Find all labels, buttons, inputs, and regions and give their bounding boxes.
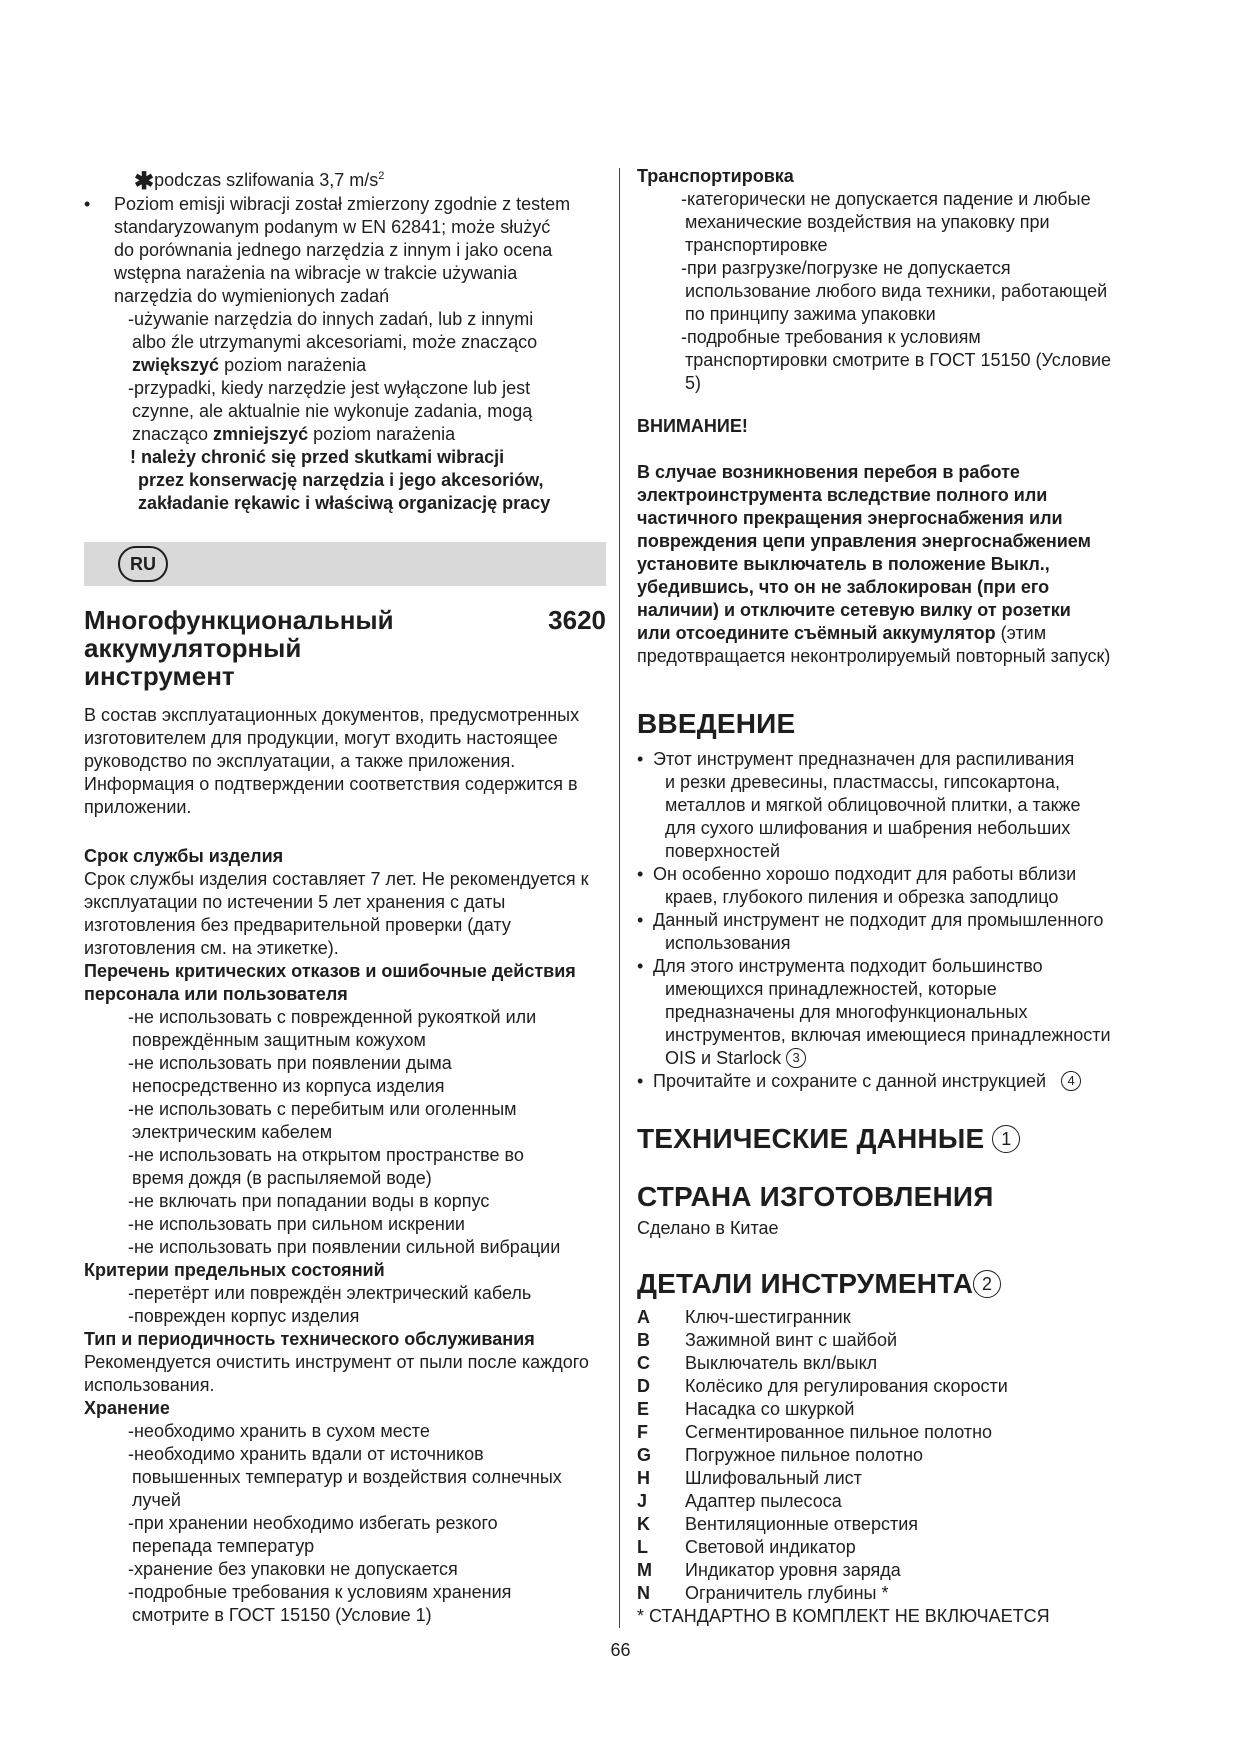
country-text: Сделано в Китае — [637, 1218, 779, 1238]
list-item: • Для этого инструмента подходит большинство имеющихся принадлежностей, которые предназначены для многофункциональных инструментов, включая имеющиеся принадлежности OIS и Starlock 3 — [637, 955, 1167, 1070]
figure-ref-icon: 1 — [992, 1125, 1020, 1153]
attention-heading: ВНИМАНИЕ! — [637, 416, 748, 436]
list-item: F Сегментированное пильное полотно — [637, 1422, 993, 1442]
list-item: K Вентиляционные отверстия — [637, 1514, 918, 1534]
list-item: -подробные требования к условиям транспортировки смотрите в ГОСТ 15150 (Условие 5) — [681, 327, 1112, 393]
figure-ref-icon: 4 — [1061, 1071, 1081, 1091]
technical-data-heading: ТЕХНИЧЕСКИЕ ДАННЫЕ 1 — [637, 1123, 1167, 1155]
page-number: 66 — [610, 1640, 631, 1660]
list-item: -не использовать на открытом пространстве во время дождя (в распыляемой воде) — [128, 1145, 524, 1188]
list-item: J Адаптер пылесоса — [637, 1491, 842, 1511]
introduction-list — [637, 748, 1167, 1093]
list-item: H Шлифовальный лист — [637, 1468, 862, 1488]
list-item: -подробные требования к условиям хранения смотрите в ГОСТ 15150 (Условие 1) — [128, 1582, 512, 1625]
service-life-heading: Срок службы изделия — [84, 846, 284, 866]
figure-ref-icon: 2 — [973, 1270, 1001, 1298]
list-item: -не использовать при появлении дыма непосредственно из корпуса изделия — [128, 1053, 452, 1096]
list-item: A Ключ-шестигранник — [637, 1307, 851, 1327]
list-item: E Насадка со шкуркой — [637, 1399, 855, 1419]
failures-list — [84, 1006, 606, 1259]
transport-heading: Транспортировка — [637, 166, 794, 186]
pl-vibration-warning: ! należy chronić się przed skutkami wibracji przez konserwację narzędzia i jego akcesoriów, zakładanie rękawic i właściwą organizację pracy — [130, 447, 551, 513]
pl-dash-item: -używanie narzędzia do innych zadań, lub z innymi albo źle utrzymanymi akcesoriami, może znacząco zwiększyć poziom narażenia — [128, 309, 538, 375]
product-title-row — [84, 606, 606, 690]
list-item: -не использовать с поврежденной рукояткой или повреждённым защитным кожухом — [128, 1007, 537, 1050]
language-band — [84, 542, 606, 586]
list-item: D Колёсико для регулирования скорости — [637, 1376, 1008, 1396]
figure-ref-icon: 3 — [786, 1048, 806, 1068]
list-item: -перетёрт или повреждён электрический кабель — [128, 1283, 532, 1303]
list-item: -не использовать при сильном искрении — [128, 1214, 465, 1234]
intro-paragraph: В состав эксплуатационных документов, предусмотренных изготовителем для продукции, могут входить настоящее руководство по эксплуатации, а также приложения. — [84, 705, 580, 771]
introduction-heading: ВВЕДЕНИЕ — [637, 708, 796, 739]
list-item: N Ограничитель глубины * — [637, 1583, 889, 1603]
left-column — [84, 165, 606, 1627]
vibration-star-line: ✱podczas szlifowania 3,7 $m/s^2$ — [134, 168, 385, 195]
list-item: -не использовать с перебитым или оголенным электрическим кабелем — [128, 1099, 517, 1142]
maintenance-text: Рекомендуется очистить инструмент от пыли после каждого использования. — [84, 1352, 589, 1395]
product-title: Многофункциональный аккумуляторный инструмент — [84, 605, 394, 691]
list-item: -при разгрузке/погрузке не допускается использование любого вида техники, работающей по принципу зажима упаковки — [681, 258, 1108, 324]
list-item: C Выключатель вкл/выкл — [637, 1353, 878, 1373]
pl-bullet-line: wstępna narażenia na wibracje w trakcie używania — [114, 263, 518, 283]
pl-dash-item: -przypadki, kiedy narzędzie jest wyłączone lub jest czynne, ale aktualnie nie wykonuje zadania, mogą znacząco zmniejszyć poziom narażenia — [128, 378, 533, 444]
model-number: 3620 — [548, 605, 606, 635]
pl-bullet-line: • Poziom emisji wibracji został zmierzony zgodnie z testem — [114, 194, 571, 214]
language-badge: RU — [118, 546, 168, 582]
list-item: G Погружное пильное полотно — [637, 1445, 924, 1465]
pl-bullet-line: narzędzia do wymienionych zadań — [114, 286, 390, 306]
attention-text: В случае возникновения перебоя в работе электроинструмента вследствие полного или частичного прекращения энергоснабжения или повреждения цепи управления энергоснабжением установите выключатель в положение Выкл., убедившись, что он не заблокирован (при его наличии) и отключите сетевую вилку от розетки или отсоедините съёмный аккумулятор (этим предотвращается неконтролируемый повторный запуск) — [637, 462, 1111, 666]
list-item: B Зажимной винт с шайбой — [637, 1330, 898, 1350]
parts-heading: ДЕТАЛИ ИНСТРУМЕНТА 2 — [637, 1268, 1167, 1300]
pl-bullet-line: standaryzowanym podanym w EN 62841; może służyć — [114, 217, 551, 237]
list-item: -не включать при попадании воды в корпус — [128, 1191, 490, 1211]
asterisk-icon: ✱ — [134, 168, 155, 195]
column-divider — [619, 168, 620, 1628]
country-heading: СТРАНА ИЗГОТОВЛЕНИЯ — [637, 1181, 994, 1212]
parts-footnote: * СТАНДАРТНО В КОМПЛЕКТ НЕ ВКЛЮЧАЕТСЯ — [637, 1606, 1050, 1626]
storage-list — [84, 1420, 606, 1627]
failures-heading: Перечень критических отказов и ошибочные действия персонала или пользователя — [84, 961, 576, 1004]
limits-heading: Критерии предельных состояний — [84, 1260, 385, 1280]
list-item: -необходимо хранить вдали от источников повышенных температур и воздействия солнечных лучей — [128, 1444, 562, 1510]
list-item: • Данный инструмент не подходит для промышленного использования — [637, 909, 1167, 955]
pl-vibration-bullet — [84, 193, 606, 308]
transport-list — [637, 188, 1167, 395]
list-item: • Прочитайте и сохраните с данной инструкцией 4 — [637, 1070, 1167, 1093]
list-item: L Световой индикатор — [637, 1537, 856, 1557]
maintenance-heading: Тип и периодичность технического обслуживания — [84, 1329, 535, 1349]
list-item: • Этот инструмент предназначен для распиливания и резки древесины, пластмассы, гипсокартона, металлов и мягкой облицовочной плитки, а также для сухого шлифования и шабрения небольших поверхностей — [637, 748, 1167, 863]
parts-list — [637, 1306, 1167, 1605]
conformity-paragraph: Информация о подтверждении соответствия содержится в приложении. — [84, 774, 578, 817]
right-column — [637, 165, 1167, 1628]
list-item: -хранение без упаковки не допускается — [128, 1559, 458, 1579]
list-item: -категорически не допускается падение и любые механические воздействия на упаковку при транспортировке — [681, 189, 1091, 255]
list-item: -при хранении необходимо избегать резкого перепада температур — [128, 1513, 498, 1556]
pl-bullet-line: do porównania jednego narzędzia z innym i jako ocena — [114, 240, 553, 260]
list-item: -необходимо хранить в сухом месте — [128, 1421, 430, 1441]
list-item: -не использовать при появлении сильной вибрации — [128, 1237, 561, 1257]
list-item: -поврежден корпус изделия — [128, 1306, 360, 1326]
list-item: • Он особенно хорошо подходит для работы вблизи краев, глубокого пиления и обрезка заподлицо — [637, 863, 1167, 909]
list-item: M Индикатор уровня заряда — [637, 1560, 901, 1580]
storage-heading: Хранение — [84, 1398, 170, 1418]
service-life-text: Срок службы изделия составляет 7 лет. Не рекомендуется к эксплуатации по истечении 5 лет хранения с даты изготовления без предварительной проверки (дату изготовления см. на этикетке). — [84, 869, 589, 958]
